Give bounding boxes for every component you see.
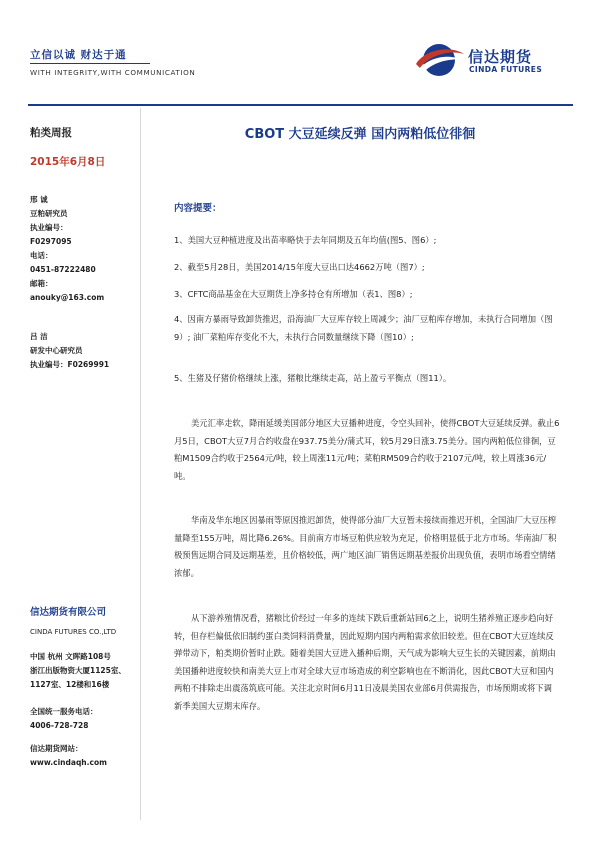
slogan-en: WITH INTEGRITY,WITH COMMUNICATION: [30, 68, 196, 77]
analyst-1-phone: 0451-87222480: [30, 265, 96, 274]
report-date: 2015年6月8日: [30, 156, 106, 168]
analyst-2: [30, 330, 109, 372]
analyst-2-name: 吕 洁: [30, 332, 48, 341]
analyst-1-email[interactable]: anouky@163.com: [30, 293, 105, 302]
summary-label: 内容提要：: [174, 203, 222, 214]
analyst-2-role: 研发中心研究员: [30, 346, 83, 355]
analyst-1-role: 豆粕研究员: [30, 209, 68, 218]
address-line-3: 1127室、12楼和16楼: [30, 680, 110, 689]
header-bar: [28, 104, 573, 106]
logo-text-en: CINDA FUTURES: [469, 65, 543, 74]
analyst-1: [30, 193, 104, 305]
summary-item-5: 5、生猪及仔猪价格继续上涨，猪粮比继续走高，站上盈亏平衡点（图11）。: [174, 373, 452, 383]
analyst-1-name: 邢 诚: [30, 195, 48, 204]
body-paragraph-2: 华南及华东地区因暴雨等原因推迟卸货，使得部分油厂大豆暂未接续而推迟开机，全国油厂大豆压榨量降至155万吨，周比降6.26%。目前南方市场豆粕供应较为充足，价格明显低于北方市场。华南油厂积极预售远期合同及远期基差，且价格较低，两广地区油厂销售远期基差报价出现负值，表明市场看空情绪浓郁。: [174, 515, 557, 578]
company-contact: [30, 705, 98, 733]
summary-item-1: 1、美国大豆种植进度及出苗率略快于去年同期及五年均值(图5、图6）;: [174, 235, 437, 245]
body-paragraph-1: 美元汇率走软，降雨延缓美国部分地区大豆播种进度，令空头回补，使得CBOT大豆延续反弹。截止6月5日，CBOT大豆7月合约收盘在937.75美分/蒲式耳，较5月29日涨3.75美分。国内两粕低位徘徊，豆粕M1509合约收于2564元/吨，较上周涨11元/吨；菜粕RM509合约收于2107元/吨，较上周涨36元/吨。: [174, 418, 560, 481]
body-paragraph-3: 从下游养殖情况看，猪粮比价经过一年多的连续下跌后重新站回6之上，说明生猪养殖正逐步趋向好转，但存栏偏低依旧制约蛋白类饲料消费量，因此短期内国内两粕需求依旧较差。但在CBOT大豆连续反弹带动下，粕类期价暂时止跌。随着美国大豆进入播种后期，天气成为影响大豆生长的关键因素，前期由美国播种进度较快和南美大豆上市对全球大豆市场造成的利空影响也在不断消化，因此CBOT大豆和国内两粕不排除走出震荡筑底可能。关注北京时间6月11日凌晨美国农业部6月供需报告，市场预期或将下调新季美国大豆期末库存。: [174, 613, 556, 711]
sidebar-divider: [140, 108, 141, 820]
analyst-1-license: F0297095: [30, 237, 72, 246]
hotline-label: 全国统一服务电话：: [30, 707, 98, 716]
header-divider: [30, 63, 150, 64]
logo-text-cn: 信达期货: [468, 48, 533, 66]
summary-item-3: 3、CFTC商品基金在大豆期货上净多持仓有所增加（表1、图8）;: [174, 289, 413, 299]
company-name: 信达期货有限公司: [30, 607, 107, 618]
company-address: [30, 650, 126, 692]
website-link[interactable]: www.cindaqh.com: [30, 758, 107, 767]
logo-mark-icon: [412, 40, 466, 80]
address-line-1: 中国 杭州 文晖路108号: [30, 652, 111, 661]
slogan-cn: 立信以诚 财达于通: [30, 49, 127, 61]
analyst-1-license-label: 执业编号：: [30, 223, 68, 232]
hotline: 4006-728-728: [30, 721, 89, 730]
company-logo: [412, 40, 572, 80]
report-type: 粕类周报: [30, 127, 72, 139]
report-title: CBOT 大豆延续反弹 国内两粕低位徘徊: [244, 127, 476, 142]
company-website: [30, 742, 107, 770]
address-line-2: 浙江出版物资大厦1125室、: [30, 666, 126, 675]
analyst-2-license: 执业编号：F0269991: [30, 360, 110, 369]
analyst-1-phone-label: 电话：: [30, 251, 53, 260]
company-name-en: CINDA FUTURES CO.,LTD: [30, 628, 117, 636]
summary-item-4: 4、因南方暴雨导致卸货推迟，沿海油厂大豆库存较上周减少；油厂豆粕库存增加，未执行合同增加（图9）; 油厂菜粕库存变化不大，未执行合同数量继续下降（图10）;: [174, 314, 553, 342]
summary-item-2: 2、截至5月28日，美国2014/15年度大豆出口达4662万吨（图7）;: [174, 262, 425, 272]
website-label: 信达期货网站：: [30, 744, 83, 753]
analyst-1-email-label: 邮箱：: [30, 279, 53, 288]
